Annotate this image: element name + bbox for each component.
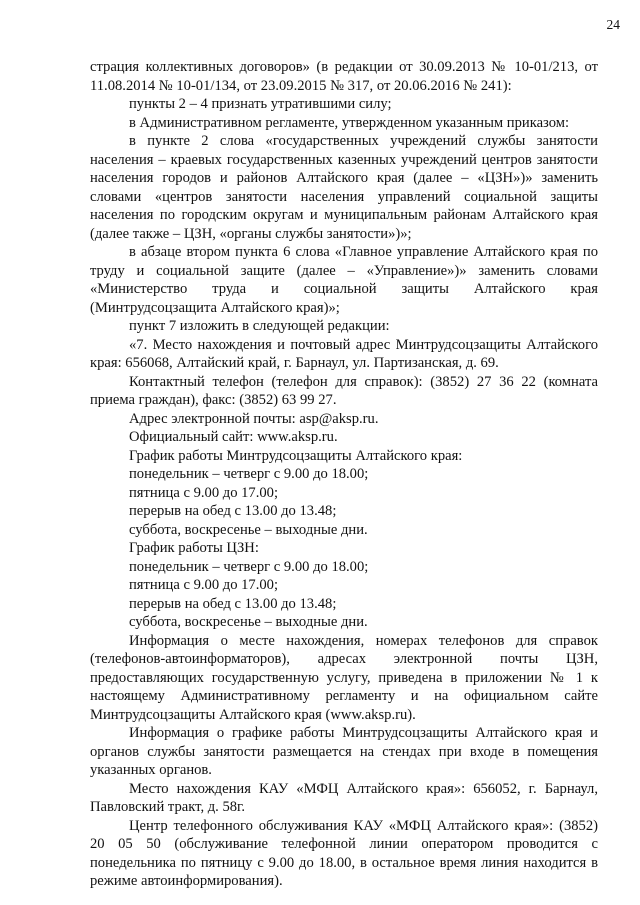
paragraph: пятница с 9.00 до 17.00; <box>129 577 279 593</box>
paragraph: в Административном регламенте, утвержденном указанным приказом: <box>129 114 570 131</box>
paragraph: пункт 7 изложить в следующей редакции: <box>129 318 390 334</box>
paragraph: Адрес электронной почты: asp@aksp.ru. <box>129 410 379 427</box>
paragraph: Центр телефонного обслуживания КАУ «МФЦ Алтайского края»: (3852) 20 05 50 (обслуживание телефонной линии оператором проводится с понедельника по пятницу с 9.00 до 18.00, в остальное время линия находится в режиме автоинформирования). <box>90 817 598 889</box>
paragraph: перерыв на обед с 13.00 до 13.48; <box>129 503 337 519</box>
paragraph: График работы ЦЗН: <box>129 540 259 556</box>
paragraph: Информация о месте нахождения, номерах телефонов для справок (телефонов-автоинформаторов), адресах электронной почты ЦЗН, предоставляющих государственную услугу, приведена в приложении № 1 к настоящему Административному регламенту и на официальном сайте Минтрудсоцзащиты Алтайского края (www.aksp.ru). <box>90 632 598 723</box>
paragraph: понедельник – четверг с 9.00 до 18.00; <box>129 558 369 575</box>
page-number: 24 <box>606 17 620 32</box>
paragraph: Информация о графике работы Минтрудсоцзащиты Алтайского края и органов службы занятости размещается на стендах при входе в помещения указанных органов. <box>90 725 598 778</box>
paragraph: в абзаце втором пункта 6 слова «Главное управление Алтайского края по труду и социальной защите (далее – «Управление»)» заменить словами «Министерство труда и социальной защиты Алтайского края (Минтрудсоцзащита Алтайского края)»; <box>90 244 598 316</box>
paragraph: перерыв на обед с 13.00 до 13.48; <box>129 595 337 612</box>
paragraph: пункты 2 – 4 признать утратившими силу; <box>129 96 392 112</box>
paragraph: понедельник – четверг с 9.00 до 18.00; <box>129 466 369 482</box>
paragraph: Контактный телефон (телефон для справок): (3852) 27 36 22 (комната приема граждан), факс: (3852) 63 99 27. <box>90 373 598 408</box>
paragraph: Место нахождения КАУ «МФЦ Алтайского края»: 656052, г. Барнаул, Павловский тракт, д. 58г. <box>90 780 598 815</box>
document-body <box>90 58 598 891</box>
paragraph: суббота, воскресенье – выходные дни. <box>129 521 368 538</box>
paragraph: суббота, воскресенье – выходные дни. <box>129 614 368 630</box>
paragraph: Официальный сайт: www.aksp.ru. <box>129 429 338 445</box>
paragraph: в пункте 2 слова «государственных учреждений службы занятости населения – краевых государственных казенных учреждений центров занятости населения городов и районов Алтайского края (далее – «ЦЗН»)» заменить словами «центров занятости населения управлений социальной защиты населения по городским округам и муниципальным районам Алтайского края (далее также – ЦЗН, «органы службы занятости»)»; <box>90 133 598 242</box>
paragraph: пятница с 9.00 до 17.00; <box>129 484 279 501</box>
paragraph: страция коллективных договоров» (в редакции от 30.09.2013 № 10-01/213, от 11.08.2014 № 10-01/134, от 23.09.2015 № 317, от 20.06.2016 № 241): <box>90 59 598 94</box>
paragraph: «7. Место нахождения и почтовый адрес Минтрудсоцзащиты Алтайского края: 656068, Алтайский край, г. Барнаул, ул. Партизанская, д. 69. <box>90 336 598 371</box>
paragraph: График работы Минтрудсоцзащиты Алтайского края: <box>129 447 463 464</box>
